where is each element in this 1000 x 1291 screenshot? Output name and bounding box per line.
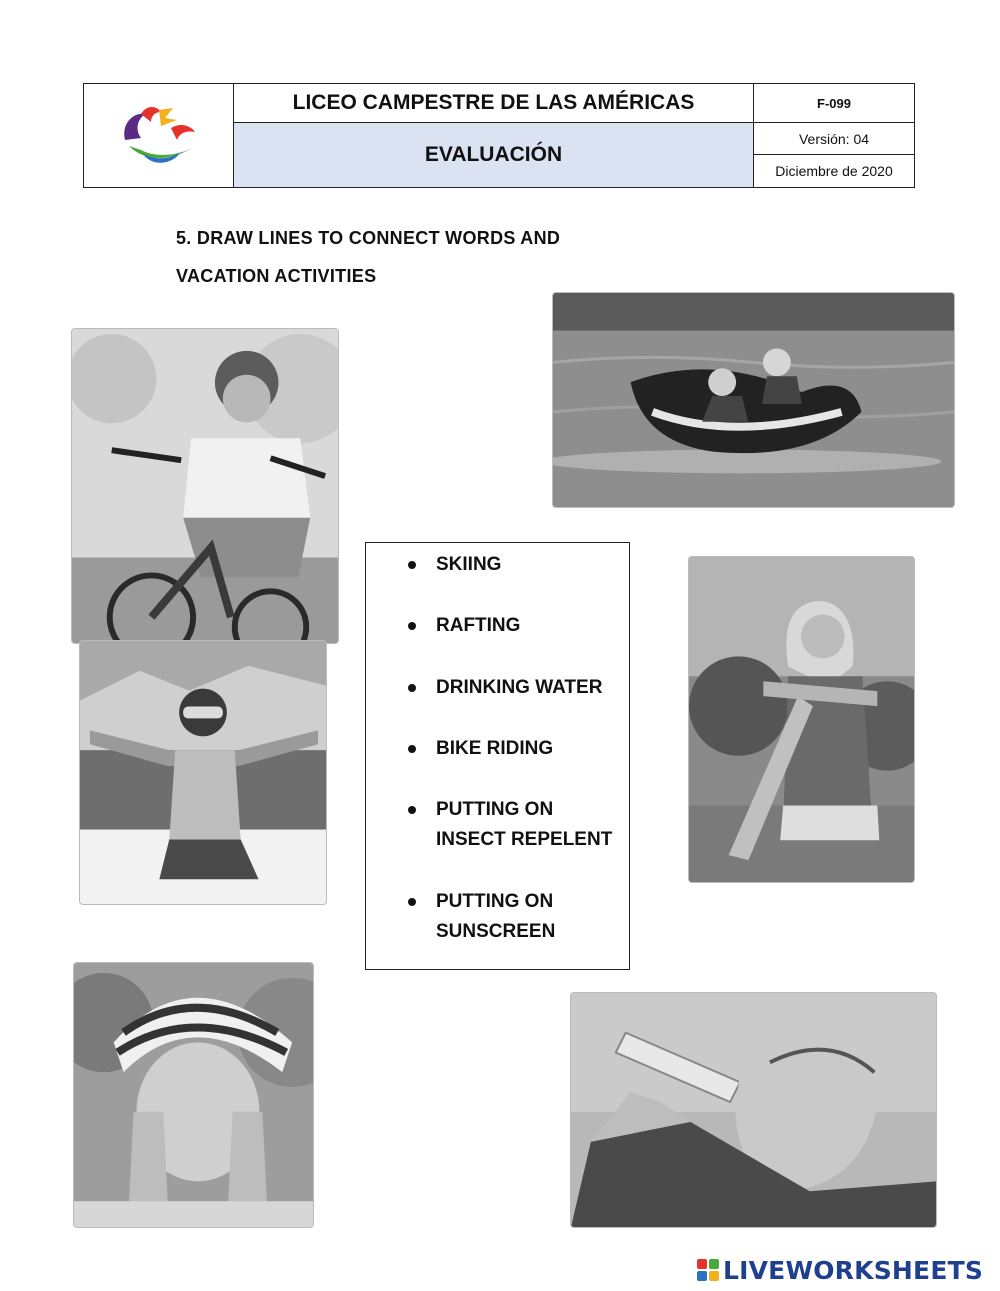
drinking-water-photo[interactable] [570,992,937,1228]
liveworksheets-brand [697,1255,983,1285]
brand-name: LIVEWORKSHEETS [723,1255,984,1285]
skiing-photo[interactable] [79,640,327,905]
bullet-icon [408,684,416,692]
bullet-icon [408,898,416,906]
school-name: LICEO CAMPESTRE DE LAS AMÉRICAS [234,84,754,123]
document-code: F-099 [754,84,914,123]
bullet-icon [408,622,416,630]
word-label: BIKE RIDING [436,738,554,759]
document-date: Diciembre de 2020 [775,163,893,179]
rafting-photo[interactable] [552,292,955,508]
word-label: DRINKING WATER [436,677,603,698]
sunscreen-photo[interactable] [73,962,314,1228]
bullet-icon [408,745,416,753]
document-type: EVALUACIÓN [234,123,754,187]
bullet-icon [408,561,416,569]
document-header [83,83,915,188]
instruction-line-2: VACATION ACTIVITIES [176,266,377,286]
word-label: PUTTING ON SUNSCREEN [436,891,556,942]
word-label: SKIING [436,554,502,575]
instruction-line-1: 5. DRAW LINES TO CONNECT WORDS AND [176,228,561,248]
dove-logo-icon [111,100,207,172]
bike-riding-photo[interactable] [71,328,339,644]
insect-repellent-photo[interactable] [688,556,915,883]
logo-cell [84,84,234,187]
document-version: Versión: 04 [754,123,914,155]
word-label: RAFTING [436,615,521,636]
word-label: PUTTING ON INSECT REPELENT [436,799,613,850]
word-list-box [365,542,630,970]
bullet-icon [408,806,416,814]
brand-logo-icon [697,1259,719,1281]
